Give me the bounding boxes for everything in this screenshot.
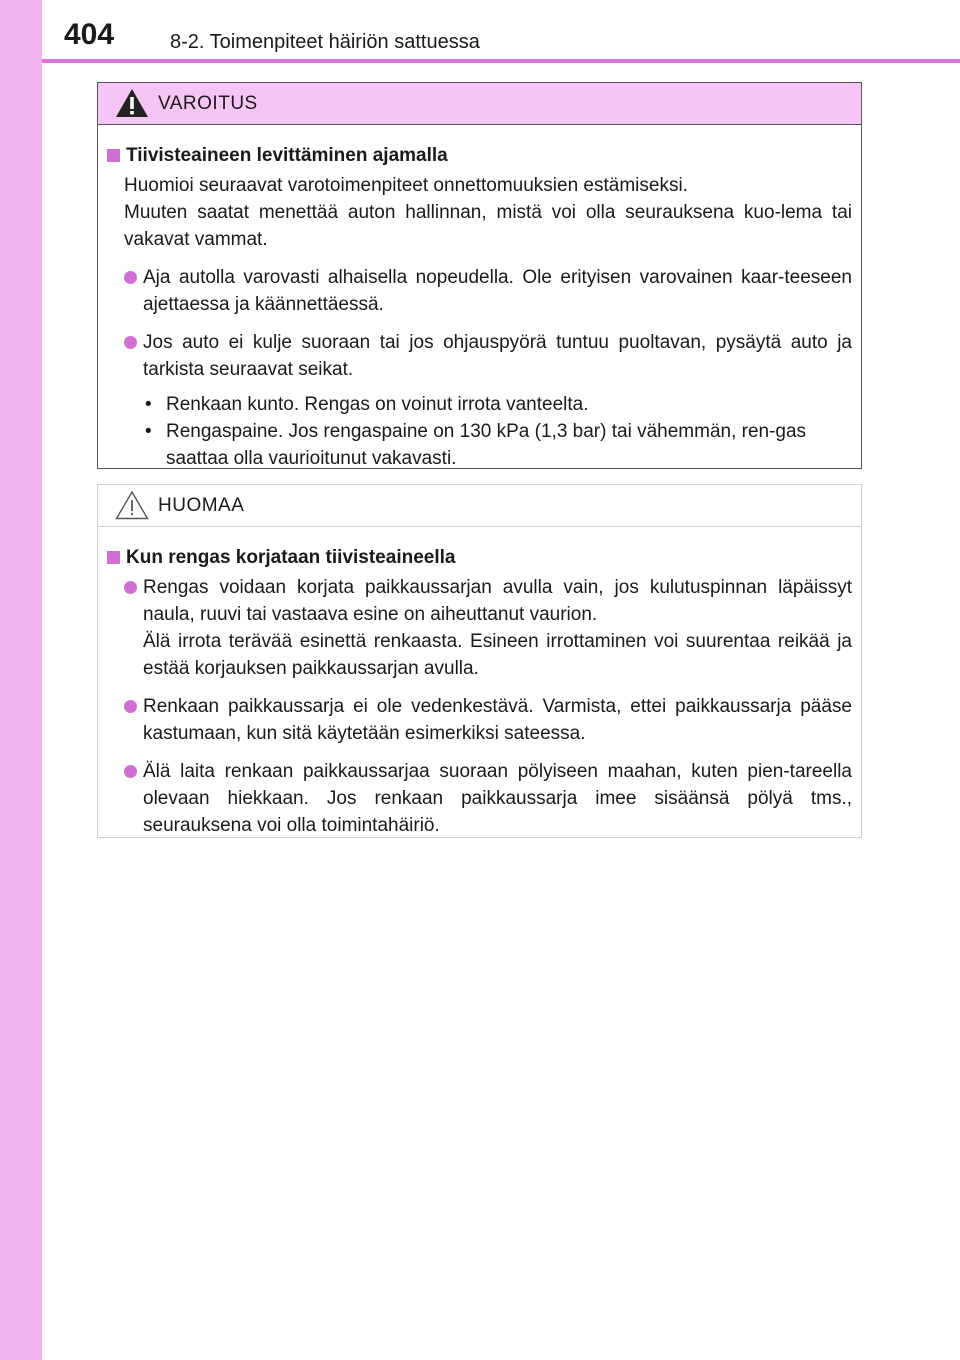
notice-bullet-line: Älä laita renkaan paikkaussarjaa suoraan pölyiseen maahan, kuten pien-tareella olevaan hiekkaan. Jos renkaan paikkaussarja imee sisäänsä pölyä tms., seurauksena voi olla toimintahäiriö.	[143, 761, 852, 836]
notice-body	[98, 527, 861, 839]
page-number: 404	[64, 18, 115, 51]
warning-bullet	[124, 264, 852, 318]
round-bullet-icon	[124, 336, 137, 349]
round-bullet-icon	[124, 700, 137, 713]
warning-header	[98, 83, 861, 125]
warning-sub-item	[145, 418, 852, 472]
notice-topic	[107, 544, 852, 571]
small-dot-icon: •	[145, 421, 152, 442]
header-rule	[42, 59, 960, 63]
round-bullet-icon	[124, 581, 137, 594]
notice-bullet-text	[143, 758, 852, 839]
notice-bullet-text	[143, 693, 852, 747]
warning-topic	[107, 142, 852, 169]
square-bullet-icon	[107, 149, 120, 162]
notice-header	[98, 485, 861, 527]
notice-bullet-line: Rengas voidaan korjata paikkaussarjan avulla vain, jos kulutuspinnan läpäissyt naula, ruuvi tai vastaava esine on aiheuttanut vaurion.	[143, 577, 852, 625]
small-dot-icon: •	[145, 394, 152, 415]
notice-bullet-text	[143, 574, 852, 682]
page-header	[42, 0, 960, 62]
warning-label: VAROITUS	[158, 93, 258, 114]
warning-bullet	[124, 329, 852, 383]
warning-sub-item-text: Rengaspaine. Jos rengaspaine on 130 kPa (1,3 bar) tai vähemmän, ren-gas saattaa olla vaurioitunut vakavasti.	[166, 421, 807, 469]
warning-intro-line: Huomioi seuraavat varotoimenpiteet onnettomuuksien estämiseksi.	[124, 175, 688, 196]
warning-intro-line: Muuten saatat menettää auton hallinnan, mistä voi olla seurauksena kuo-lema tai vakavat vammat.	[124, 202, 852, 250]
notice-bullet	[124, 693, 852, 747]
notice-bullet-line: Renkaan paikkaussarja ei ole vedenkestävä. Varmista, ettei paikkaussarja pääse kastumaan, kun sitä käytetään esimerkiksi sateessa.	[143, 696, 852, 744]
warning-body	[98, 125, 861, 472]
notice-bullet	[124, 574, 852, 682]
notice-label: HUOMAA	[158, 495, 245, 516]
notice-bullet-line: Älä irrota terävää esinettä renkaasta. Esineen irrottaminen voi suurentaa reikää ja estää korjauksen paikkaussarjan avulla.	[143, 631, 852, 679]
warning-sub-item	[145, 391, 852, 418]
notice-bullet	[124, 758, 852, 839]
notice-topic-text: Kun rengas korjataan tiivisteaineella	[126, 547, 456, 568]
round-bullet-icon	[124, 271, 137, 284]
warning-topic-text: Tiivisteaineen levittäminen ajamalla	[126, 145, 448, 166]
round-bullet-icon	[124, 765, 137, 778]
warning-box	[97, 82, 862, 469]
caution-outline-triangle-icon	[115, 490, 149, 520]
warning-sub-list	[145, 391, 852, 472]
warning-bullet-text: Jos auto ei kulje suoraan tai jos ohjauspyörä tuntuu puoltavan, pysäytä auto ja tarkista seuraavat seikat.	[143, 332, 852, 380]
side-color-strip	[0, 0, 42, 1360]
warning-triangle-icon	[115, 88, 149, 118]
square-bullet-icon	[107, 551, 120, 564]
warning-sub-item-text: Renkaan kunto. Rengas on voinut irrota vanteelta.	[166, 394, 589, 415]
warning-bullet-text: Aja autolla varovasti alhaisella nopeudella. Ole erityisen varovainen kaar-teeseen ajettaessa ja käännettäessä.	[143, 267, 852, 315]
section-title: 8-2. Toimenpiteet häiriön sattuessa	[170, 31, 480, 53]
notice-box	[97, 484, 862, 838]
